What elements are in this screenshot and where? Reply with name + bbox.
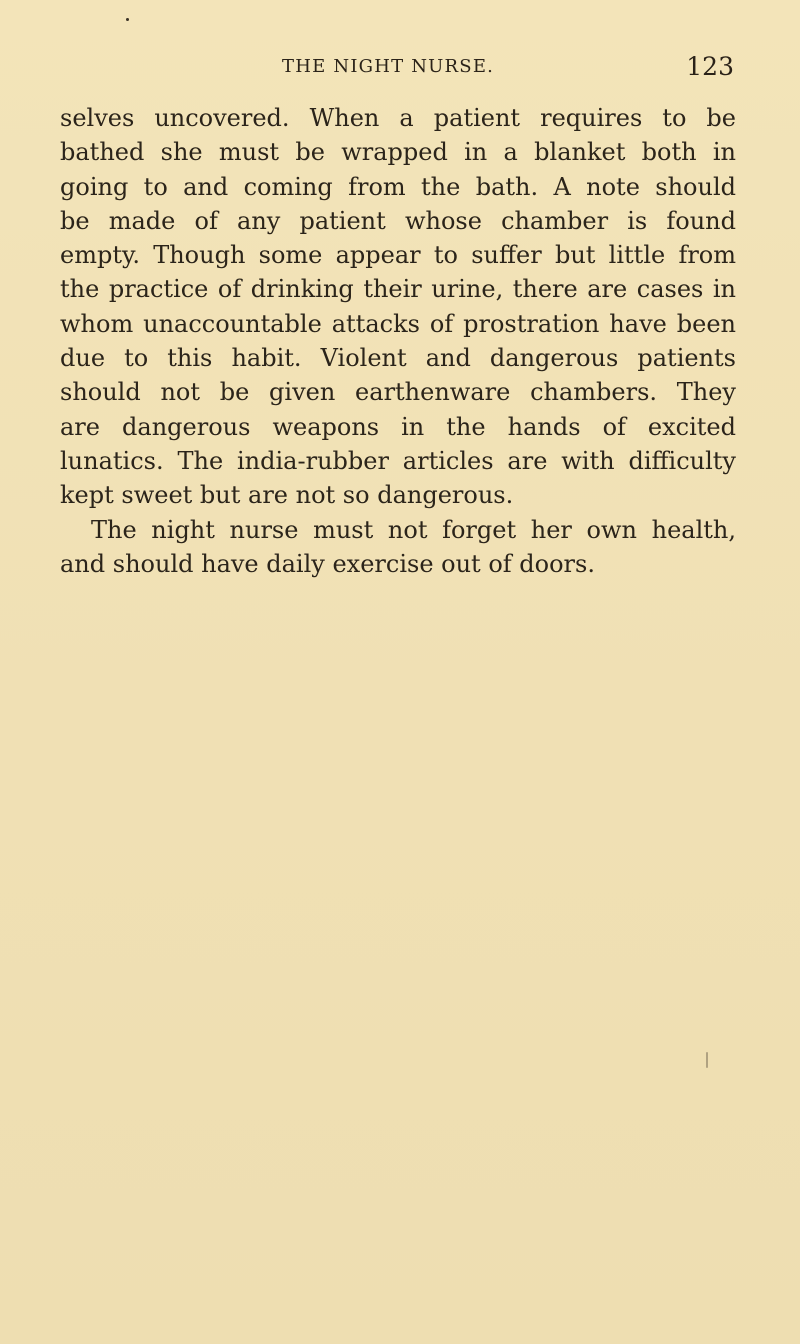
text-line: bathed she must be wrapped in a blanket both in bbox=[60, 138, 736, 167]
text-line: due to this habit. Violent and dangerous patients bbox=[60, 344, 736, 373]
text-line: going to and coming from the bath. A note should bbox=[60, 172, 736, 201]
text-line: and should have daily exercise out of doors. bbox=[60, 549, 595, 578]
text-line: the practice of drinking their urine, there are cases in bbox=[60, 275, 736, 304]
text-line: selves uncovered. When a patient requires to be bbox=[60, 104, 736, 132]
running-title: THE NIGHT NURSE. bbox=[282, 56, 495, 77]
paper-speck bbox=[706, 1052, 708, 1068]
text-line: empty. Though some appear to suffer but little from bbox=[60, 241, 736, 270]
text-line: be made of any patient whose chamber is found bbox=[60, 206, 736, 235]
page-number: 123 bbox=[686, 52, 734, 81]
text-line: are dangerous weapons in the hands of excited bbox=[60, 412, 736, 441]
text-line: lunatics. The india-rubber articles are with difficulty bbox=[60, 446, 736, 475]
text-line: The night nurse must not forget her own health, bbox=[91, 515, 736, 544]
paper-speck bbox=[126, 18, 129, 21]
text-line: whom unaccountable attacks of prostration have been bbox=[60, 309, 736, 338]
running-head bbox=[0, 52, 800, 86]
text-line: kept sweet but are not so dangerous. bbox=[60, 481, 514, 510]
body-text bbox=[60, 101, 736, 581]
text-line: should not be given earthenware chambers. They bbox=[60, 378, 736, 407]
